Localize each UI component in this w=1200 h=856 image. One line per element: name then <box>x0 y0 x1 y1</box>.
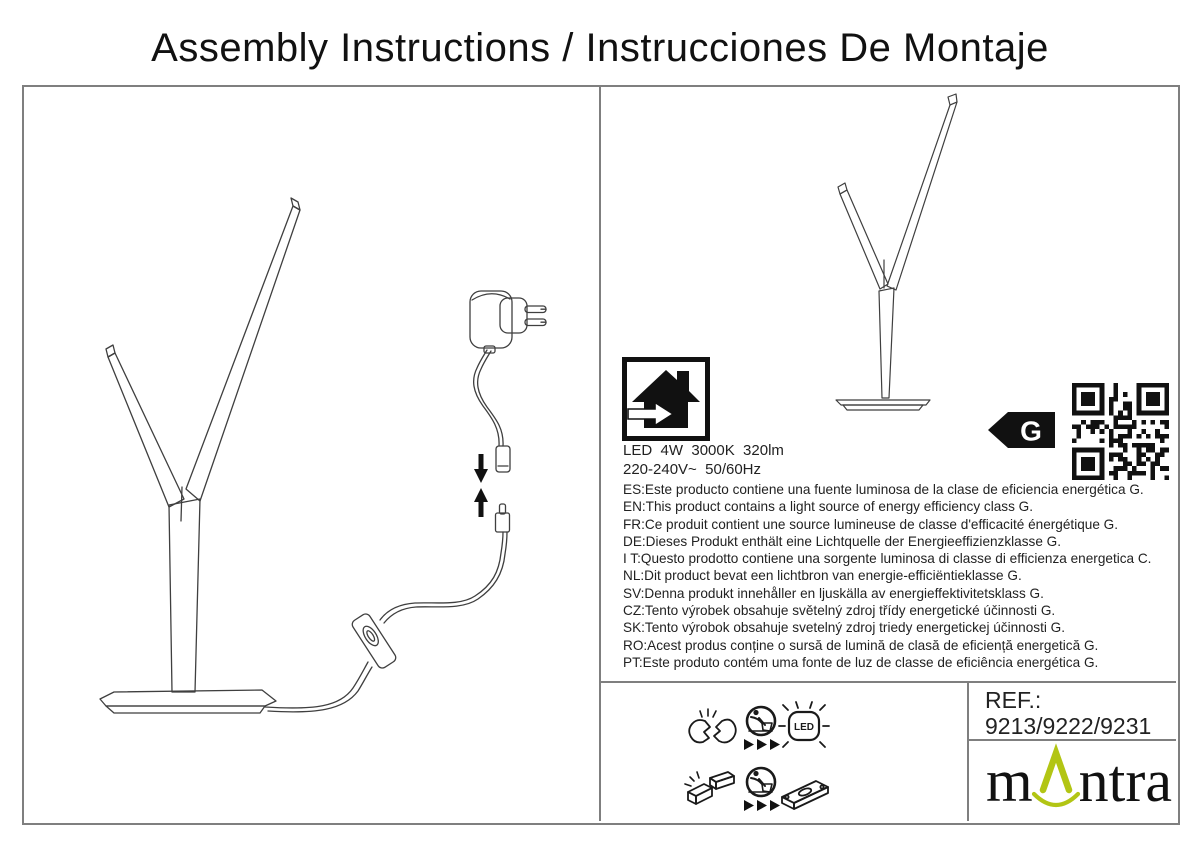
language-lines <box>623 481 1151 671</box>
lamp2-right-arm-cap <box>948 94 957 105</box>
language-line: FR:Ce produit contient une source lumineuse de classe d'efficacité énergétique G. <box>623 516 1119 532</box>
lamp-stem <box>169 499 200 692</box>
led-icon-label: LED <box>794 722 814 733</box>
cable-switch-to-plug-2 <box>384 532 507 623</box>
lamp2-left-arm <box>840 190 888 289</box>
indoor-use-house-icon <box>622 357 710 441</box>
bottom-section-divider <box>601 681 1176 683</box>
qr-code <box>1072 383 1169 480</box>
cable-base-to-switch <box>265 662 368 708</box>
brand-logo-text-left: m <box>986 748 1033 814</box>
ref-box-divider-vertical <box>967 683 969 821</box>
inline-switch <box>350 612 397 670</box>
energy-class-letter: G <box>1020 415 1042 447</box>
arrow-down-icon <box>474 454 488 483</box>
language-line: SK:Tento výrobok obsahuje svetelný zdroj triedy energetickej účinnosti G. <box>623 620 1066 636</box>
language-line: RO:Acest produs conține o sursă de lumină de clasă de eficiență energetică G. <box>623 637 1099 653</box>
triangle-arrow-icon <box>770 800 780 811</box>
language-line: PT:Este produto contém uma fonte de luz de classe de eficiência energética G. <box>623 654 1099 670</box>
lamp-assembly-drawing <box>22 85 600 823</box>
triangle-arrow-icon <box>757 739 767 750</box>
triangle-arrow-icon <box>744 739 754 750</box>
brand-logo <box>986 744 1176 818</box>
glowing-led-icon <box>779 702 829 747</box>
lamp-left-arm-cap <box>106 345 115 357</box>
driver-icon <box>782 781 828 809</box>
triangle-arrow-icon <box>770 739 780 750</box>
lamp-right-arm <box>186 206 300 501</box>
replace-person-icon <box>747 707 775 735</box>
broken-driver-icon <box>685 772 734 804</box>
language-line: ES:Este producto contiene una fuente luminosa de la clase de eficiencia energética G. <box>623 482 1144 497</box>
lamp2-base-top <box>836 400 930 405</box>
ref-box-divider-horizontal <box>969 739 1176 741</box>
plug-adapter <box>470 291 546 353</box>
cable-base-to-switch-2 <box>268 667 372 712</box>
broken-led-icon <box>689 709 736 742</box>
lamp2-stem <box>879 288 894 398</box>
brand-caret-icon <box>1030 744 1082 818</box>
ref-value: 9213/9222/9231 <box>985 713 1152 739</box>
page-title: Assembly Instructions / Instrucciones De Montaje <box>151 26 1049 70</box>
spec-line: 220-240V~ 50/60Hz <box>623 461 762 478</box>
adapter-cable <box>478 351 503 446</box>
language-line: I T:Questo prodotto contiene una sorgente luminosa di classe di efficienza energetica C. <box>623 551 1152 567</box>
ref-label: REF.: <box>985 687 1042 713</box>
lamp-base-bottom <box>106 706 265 713</box>
language-line: SV:Denna produkt innehåller en ljuskälla av energieffektivitetsklass G. <box>623 585 1044 601</box>
lamp-left-arm <box>108 353 184 507</box>
replace-person-icon <box>747 768 775 796</box>
lamp2-right-arm <box>887 102 957 290</box>
brand-logo-text-right: ntra <box>1078 748 1172 814</box>
replacement-pictograms <box>676 696 846 821</box>
lamp2-left-arm-cap <box>838 183 847 194</box>
female-connector <box>496 446 510 472</box>
reference-block <box>985 687 1151 739</box>
lamp2-base-bottom <box>843 405 923 410</box>
led-spec-lines <box>623 441 784 479</box>
arrow-up-icon <box>474 488 488 517</box>
triangle-arrow-icon <box>744 800 754 811</box>
language-line: CZ:Tento výrobek obsahuje světelný zdroj třídy energetické účinnosti G. <box>623 603 1056 619</box>
triangle-arrow-icon <box>757 800 767 811</box>
energy-class-arrow-icon <box>986 409 1058 451</box>
language-line: EN:This product contains a light source of energy efficiency class G. <box>623 499 1034 515</box>
spec-line: LED 4W 3000K 320lm <box>623 442 784 459</box>
adapter-cable-2 <box>474 350 499 446</box>
male-connector <box>496 513 510 532</box>
language-line: NL:Dit product bevat een lichtbron van energie-efficiëntieklasse G. <box>623 568 1022 584</box>
language-line: DE:Dieses Produkt enthält eine Lichtquelle der Energieeffizienzklasse G. <box>623 533 1062 549</box>
lamp-front-view-drawing <box>800 90 1030 420</box>
